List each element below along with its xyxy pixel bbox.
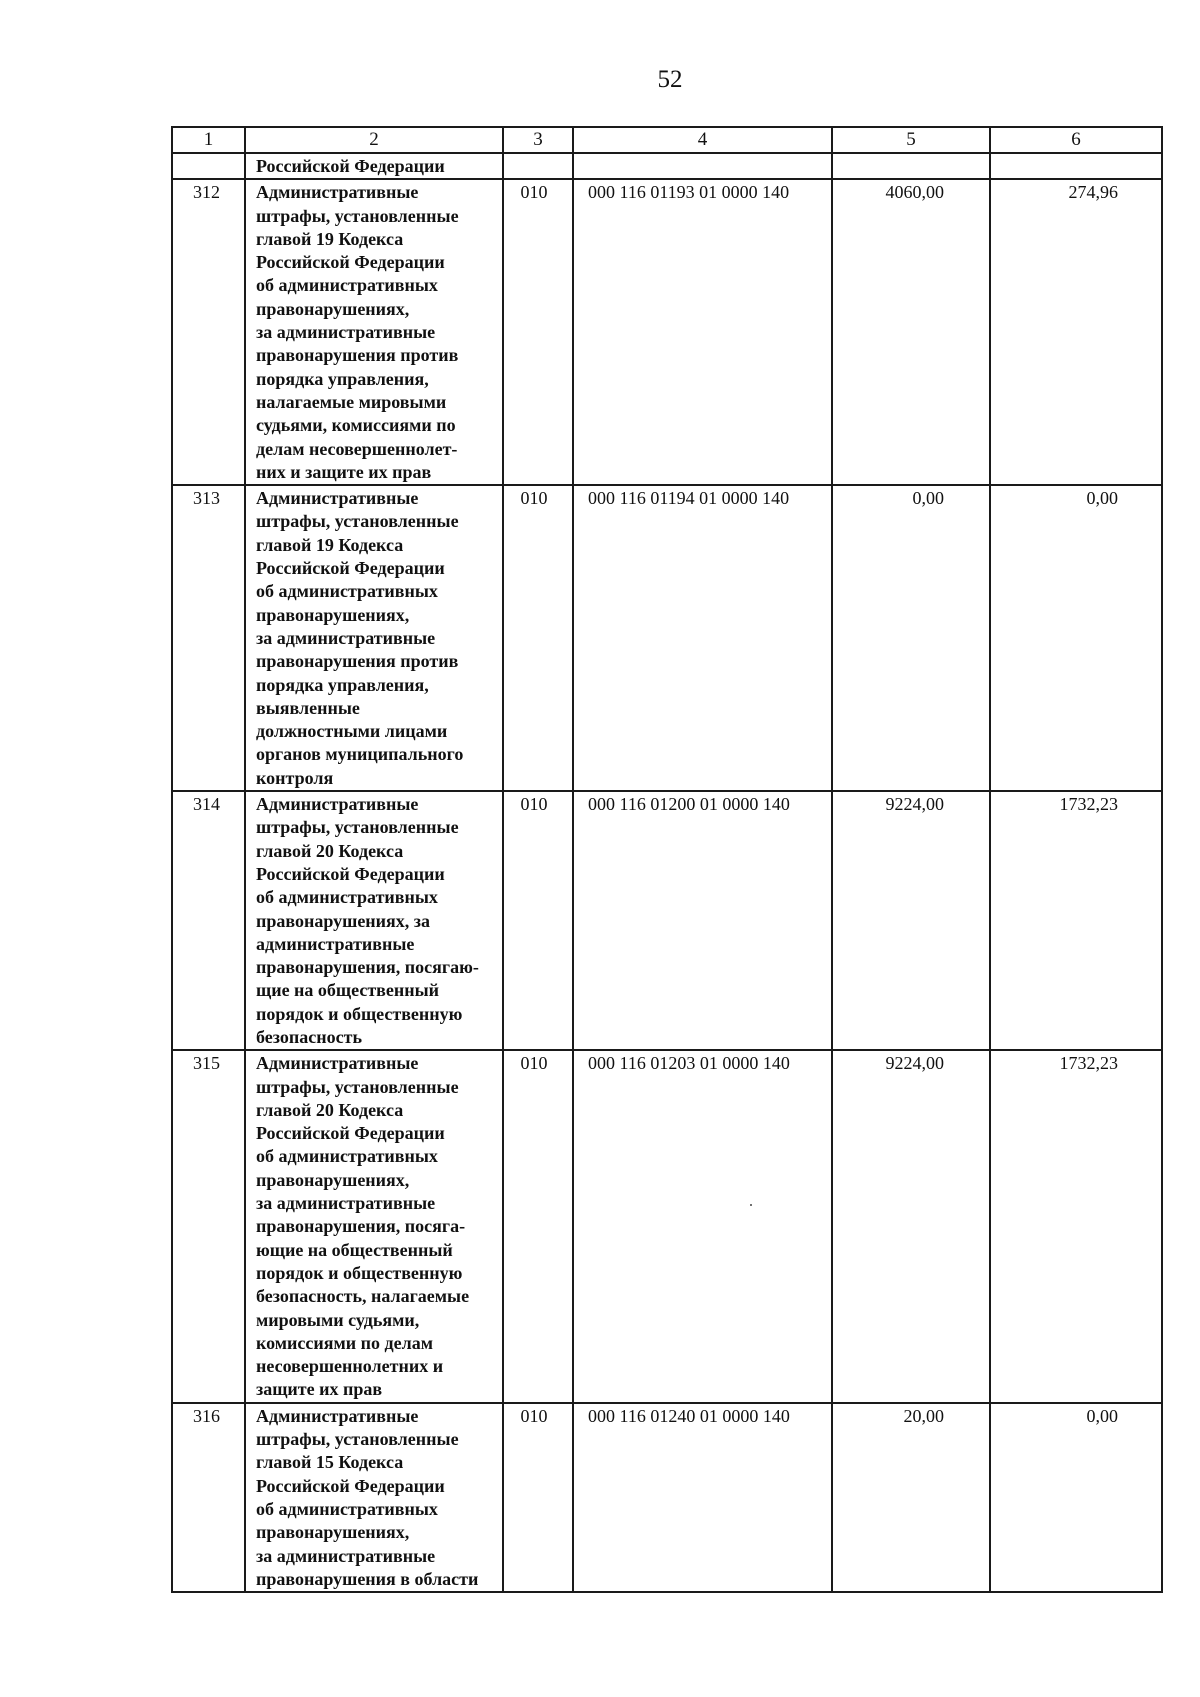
budget-code-cell: 000 116 01194 01 0000 140 bbox=[573, 485, 832, 791]
name-line: Российской Федерации bbox=[256, 863, 445, 884]
name-line: безопасность bbox=[256, 1026, 362, 1047]
column-number-row bbox=[172, 127, 1162, 153]
name-line: Российской Федерации bbox=[256, 1475, 445, 1496]
name-line: правонарушения, посяга- bbox=[256, 1216, 466, 1237]
actual-amount-cell: 1732,23 bbox=[990, 791, 1162, 1050]
name-line: ющие на общественный bbox=[256, 1239, 453, 1260]
name-line: должностными лицами bbox=[256, 721, 448, 742]
name-line: главой 15 Кодекса bbox=[256, 1452, 404, 1473]
column-header: 3 bbox=[503, 127, 573, 153]
row-number-cell: 316 bbox=[172, 1403, 245, 1592]
name-line: правонарушениях, bbox=[256, 298, 410, 319]
name-line: штрафы, установленные bbox=[256, 1429, 459, 1450]
row-number-cell: 314 bbox=[172, 791, 245, 1050]
table-row bbox=[172, 1050, 1162, 1402]
name-line: правонарушениях, bbox=[256, 1169, 410, 1190]
column-header: 4 bbox=[573, 127, 832, 153]
name-line: контроля bbox=[256, 767, 334, 788]
name-line: Российской Федерации bbox=[256, 252, 445, 273]
table-row bbox=[172, 485, 1162, 791]
budget-code-cell bbox=[573, 153, 832, 179]
plan-amount-cell: 20,00 bbox=[832, 1403, 990, 1592]
name-line: Российской Федерации bbox=[256, 558, 445, 579]
name-line: об административных bbox=[256, 275, 438, 296]
name-line: главой 19 Кодекса bbox=[256, 534, 404, 555]
name-line: правонарушениях, за bbox=[256, 910, 431, 931]
name-line: за административные bbox=[256, 1193, 436, 1214]
name-line: судьями, комиссиями по bbox=[256, 415, 456, 436]
name-line: правонарушения против bbox=[256, 651, 459, 672]
name-line: штрафы, установленные bbox=[256, 1076, 459, 1097]
name-line: за административные bbox=[256, 322, 436, 343]
actual-amount-cell: 1732,23 bbox=[990, 1050, 1162, 1402]
budget-code-cell: 000 116 01203 01 0000 140 bbox=[573, 1050, 832, 1402]
name-line: несовершеннолетних и bbox=[256, 1356, 444, 1377]
name-line: безопасность, налагаемые bbox=[256, 1286, 470, 1307]
name-line: делам несовершеннолет- bbox=[256, 438, 458, 459]
row-number-cell: 315 bbox=[172, 1050, 245, 1402]
table-row bbox=[172, 179, 1162, 485]
plan-amount-cell: 9224,00 bbox=[832, 791, 990, 1050]
column-header: 6 bbox=[990, 127, 1162, 153]
scan-dot bbox=[750, 1204, 752, 1206]
name-line: главой 19 Кодекса bbox=[256, 228, 404, 249]
name-line: за административные bbox=[256, 627, 436, 648]
name-line: главой 20 Кодекса bbox=[256, 840, 404, 861]
row-name-cell bbox=[245, 791, 503, 1050]
name-line: порядка управления, bbox=[256, 674, 429, 695]
page-number: 52 bbox=[657, 66, 683, 93]
name-line: штрафы, установленные bbox=[256, 511, 459, 532]
admin-code-cell: 010 bbox=[503, 791, 573, 1050]
row-name-cell bbox=[245, 179, 503, 485]
actual-amount-cell: 274,96 bbox=[990, 179, 1162, 485]
admin-code-cell: 010 bbox=[503, 1403, 573, 1592]
actual-amount-cell: 0,00 bbox=[990, 1403, 1162, 1592]
column-header: 2 bbox=[245, 127, 503, 153]
row-number-cell: 312 bbox=[172, 179, 245, 485]
name-line: щие на общественный bbox=[256, 980, 440, 1001]
row-number-cell: 313 bbox=[172, 485, 245, 791]
name-line: правонарушениях, bbox=[256, 604, 410, 625]
row-name-cell bbox=[245, 485, 503, 791]
name-line: правонарушения против bbox=[256, 345, 459, 366]
actual-amount-cell: 0,00 bbox=[990, 485, 1162, 791]
name-line: мировыми судьями, bbox=[256, 1309, 420, 1330]
plan-amount-cell bbox=[832, 153, 990, 179]
name-line: порядок и общественную bbox=[256, 1003, 463, 1024]
name-line: об административных bbox=[256, 1498, 438, 1519]
name-line: административные bbox=[256, 933, 415, 954]
name-line: правонарушениях, bbox=[256, 1522, 410, 1543]
plan-amount-cell: 9224,00 bbox=[832, 1050, 990, 1402]
name-line: штрафы, установленные bbox=[256, 817, 459, 838]
name-line: правонарушения, посягаю- bbox=[256, 957, 479, 978]
name-line: защите их прав bbox=[256, 1379, 383, 1400]
column-header: 1 bbox=[172, 127, 245, 153]
name-line: главой 20 Кодекса bbox=[256, 1099, 404, 1120]
name-line: об административных bbox=[256, 887, 438, 908]
name-line: порядок и общественную bbox=[256, 1262, 463, 1283]
name-line: выявленные bbox=[256, 697, 360, 718]
continuation-row bbox=[172, 153, 1162, 179]
name-line: об административных bbox=[256, 1146, 438, 1167]
name-line: органов муниципального bbox=[256, 744, 464, 765]
name-line: Административные bbox=[256, 488, 419, 509]
table-row bbox=[172, 791, 1162, 1050]
name-line: них и защите их прав bbox=[256, 461, 432, 482]
row-name-cell bbox=[245, 1050, 503, 1402]
name-line: комиссиями по делам bbox=[256, 1332, 433, 1353]
name-line: Административные bbox=[256, 182, 419, 203]
plan-amount-cell: 0,00 bbox=[832, 485, 990, 791]
row-number-cell bbox=[172, 153, 245, 179]
column-header: 5 bbox=[832, 127, 990, 153]
name-line: правонарушения в области bbox=[256, 1568, 479, 1589]
row-name-cell: Российской Федерации bbox=[245, 153, 503, 179]
budget-code-cell: 000 116 01193 01 0000 140 bbox=[573, 179, 832, 485]
admin-code-cell: 010 bbox=[503, 1050, 573, 1402]
budget-code-cell: 000 116 01240 01 0000 140 bbox=[573, 1403, 832, 1592]
name-line: Административные bbox=[256, 1405, 419, 1426]
name-line: Административные bbox=[256, 1053, 419, 1074]
name-line: штрафы, установленные bbox=[256, 205, 459, 226]
admin-code-cell bbox=[503, 153, 573, 179]
admin-code-cell: 010 bbox=[503, 179, 573, 485]
plan-amount-cell: 4060,00 bbox=[832, 179, 990, 485]
name-line: налагаемые мировыми bbox=[256, 391, 447, 412]
budget-table bbox=[171, 126, 1163, 1593]
name-line: Административные bbox=[256, 794, 419, 815]
budget-code-cell: 000 116 01200 01 0000 140 bbox=[573, 791, 832, 1050]
name-line: за административные bbox=[256, 1545, 436, 1566]
row-name-cell bbox=[245, 1403, 503, 1592]
actual-amount-cell bbox=[990, 153, 1162, 179]
admin-code-cell: 010 bbox=[503, 485, 573, 791]
name-line: порядка управления, bbox=[256, 368, 429, 389]
table-row bbox=[172, 1403, 1162, 1592]
name-line: Российской Федерации bbox=[256, 1123, 445, 1144]
name-line: об административных bbox=[256, 581, 438, 602]
